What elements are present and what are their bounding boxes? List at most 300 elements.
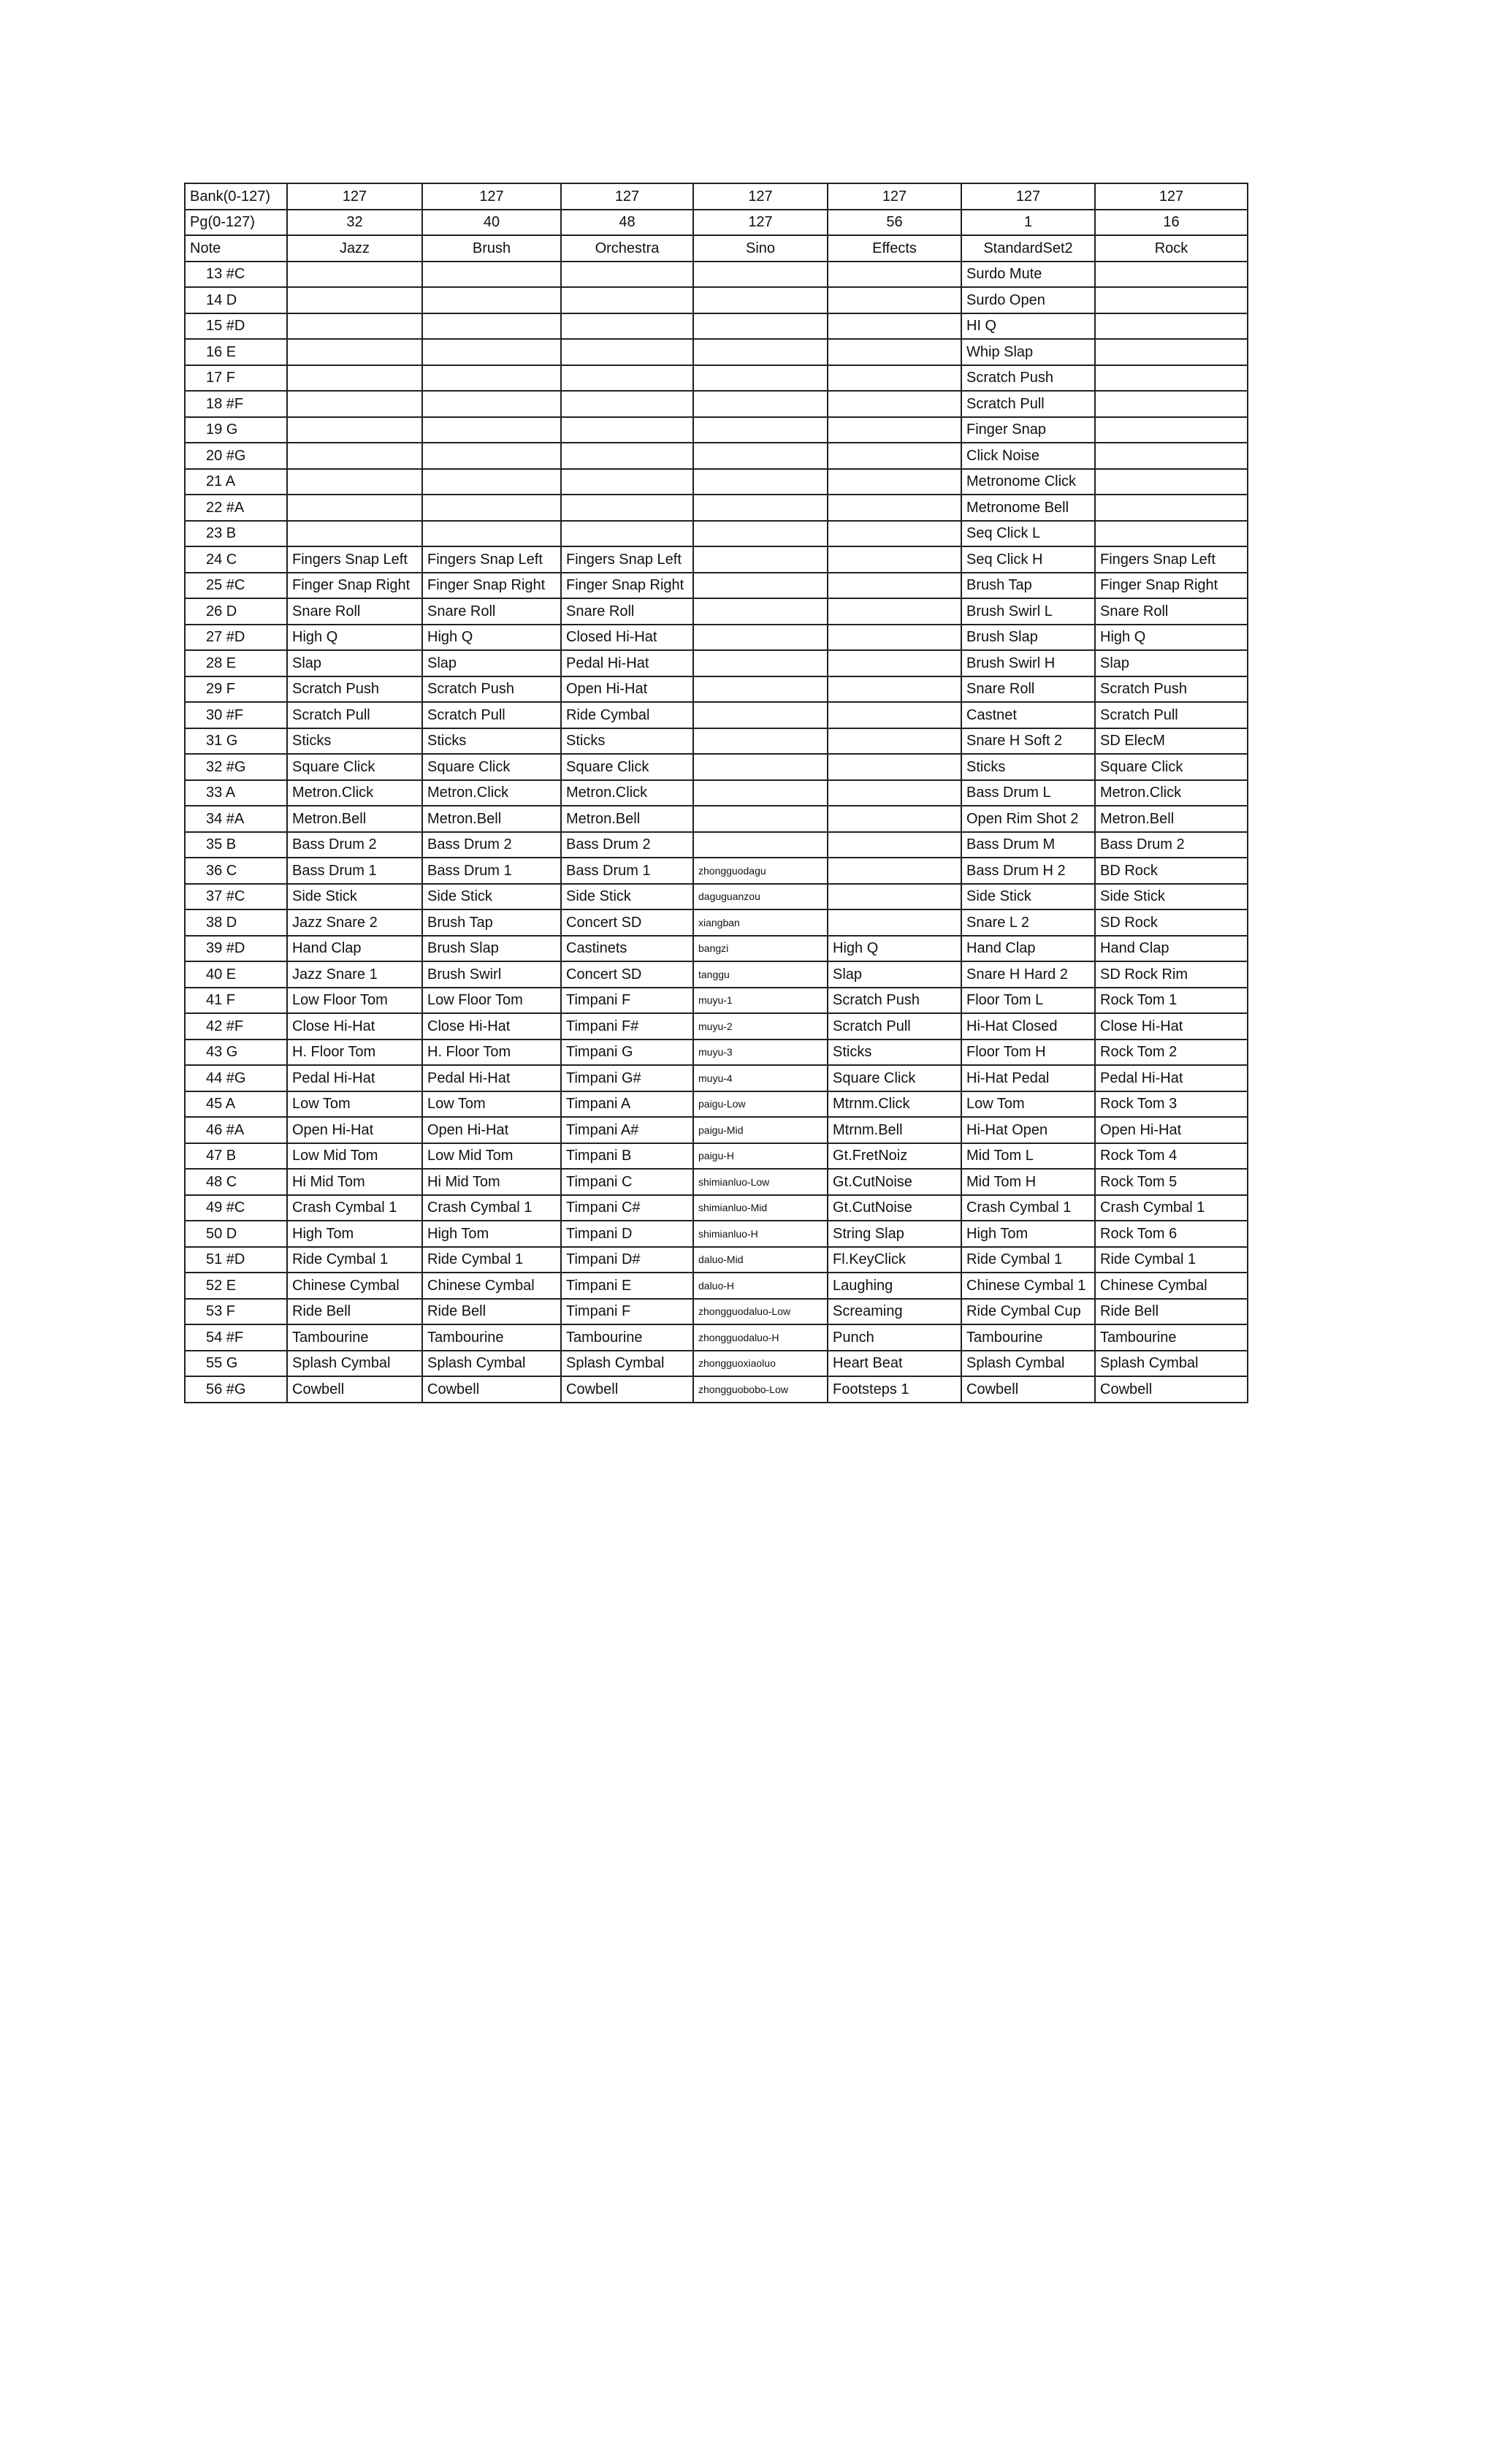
note-cell: 39 #D [185,936,287,962]
instrument-cell: Chinese Cymbal 1 [961,1273,1095,1299]
instrument-cell: Scratch Push [828,988,961,1014]
instrument-cell: Low Mid Tom [287,1143,422,1170]
instrument-cell: Bass Drum 2 [287,832,422,858]
instrument-cell: Crash Cymbal 1 [961,1195,1095,1221]
table-row [185,806,1248,832]
note-cell: 18 #F [185,391,287,417]
instrument-cell: Hand Clap [287,936,422,962]
note-cell: 15 #D [185,313,287,340]
instrument-cell [1095,262,1248,288]
note-cell: 13 #C [185,262,287,288]
instrument-cell [693,495,828,521]
instrument-cell: Ride Cymbal Cup [961,1299,1095,1325]
instrument-cell: Bass Drum 1 [561,858,693,884]
instrument-cell: H. Floor Tom [422,1040,561,1066]
header-value-cell: 127 [561,183,693,210]
instrument-cell [287,495,422,521]
instrument-cell: Timpani C [561,1169,693,1195]
instrument-cell [828,702,961,728]
instrument-cell: Side Stick [1095,884,1248,910]
instrument-cell [422,495,561,521]
instrument-cell [287,287,422,313]
instrument-cell: Low Tom [287,1091,422,1118]
instrument-cell [287,417,422,443]
instrument-cell: Low Tom [422,1091,561,1118]
instrument-cell: High Tom [287,1221,422,1247]
note-cell: 41 F [185,988,287,1014]
instrument-cell: Surdo Open [961,287,1095,313]
instrument-cell: Tambourine [961,1324,1095,1351]
instrument-cell [561,391,693,417]
header-value-cell: Sino [693,235,828,262]
instrument-cell: Castinets [561,936,693,962]
instrument-cell: Pedal Hi-Hat [422,1065,561,1091]
note-cell: 19 G [185,417,287,443]
instrument-cell: Pedal Hi-Hat [561,650,693,676]
instrument-cell: Scratch Push [287,676,422,703]
instrument-cell: zhongguodagu [693,858,828,884]
table-row [185,832,1248,858]
header-value-cell: 48 [561,210,693,236]
instrument-cell: Fingers Snap Left [422,546,561,573]
instrument-cell: Closed Hi-Hat [561,625,693,651]
instrument-cell [422,521,561,547]
header-value-cell: Effects [828,235,961,262]
table-row [185,780,1248,806]
instrument-cell: Metronome Bell [961,495,1095,521]
instrument-cell: Jazz Snare 2 [287,909,422,936]
instrument-cell: Side Stick [561,884,693,910]
instrument-cell: Screaming [828,1299,961,1325]
instrument-cell: Square Click [422,754,561,780]
instrument-cell: Laughing [828,1273,961,1299]
instrument-cell: Low Floor Tom [287,988,422,1014]
table-row [185,443,1248,469]
instrument-cell: Gt.FretNoiz [828,1143,961,1170]
instrument-cell: Open Rim Shot 2 [961,806,1095,832]
instrument-cell: Chinese Cymbal [1095,1273,1248,1299]
table-row [185,1273,1248,1299]
instrument-cell: Rock Tom 2 [1095,1040,1248,1066]
table-row [185,391,1248,417]
instrument-cell [828,650,961,676]
instrument-cell [828,262,961,288]
instrument-cell: Ride Bell [287,1299,422,1325]
instrument-cell [561,495,693,521]
instrument-cell: Side Stick [422,884,561,910]
note-cell: 52 E [185,1273,287,1299]
instrument-cell: Tambourine [561,1324,693,1351]
instrument-cell: zhongguodaluo-Low [693,1299,828,1325]
instrument-cell: Punch [828,1324,961,1351]
note-cell: 22 #A [185,495,287,521]
instrument-cell: Metron.Bell [422,806,561,832]
instrument-cell: Tambourine [287,1324,422,1351]
instrument-cell: Fingers Snap Left [1095,546,1248,573]
instrument-cell [561,313,693,340]
instrument-cell [287,443,422,469]
instrument-cell: Bass Drum 2 [422,832,561,858]
instrument-cell: Snare Roll [287,598,422,625]
instrument-cell [828,909,961,936]
header-value-cell: 40 [422,210,561,236]
instrument-cell: Open Hi-Hat [561,676,693,703]
instrument-cell: Fl.KeyClick [828,1247,961,1273]
instrument-cell: Hi Mid Tom [422,1169,561,1195]
instrument-cell: Timpani G# [561,1065,693,1091]
instrument-cell [828,391,961,417]
note-cell: 20 #G [185,443,287,469]
instrument-cell: Ride Cymbal 1 [422,1247,561,1273]
instrument-cell: Ride Cymbal 1 [1095,1247,1248,1273]
instrument-cell [828,469,961,495]
note-cell: 56 #G [185,1376,287,1403]
note-cell: 23 B [185,521,287,547]
table-row [185,495,1248,521]
instrument-cell [287,391,422,417]
instrument-cell [693,650,828,676]
table-row [185,650,1248,676]
instrument-cell: Metron.Click [1095,780,1248,806]
instrument-cell [828,443,961,469]
instrument-cell: Bass Drum 2 [561,832,693,858]
instrument-cell: Snare Roll [422,598,561,625]
instrument-cell [828,754,961,780]
instrument-cell [693,313,828,340]
instrument-cell: Cowbell [287,1376,422,1403]
table-row [185,469,1248,495]
instrument-cell [1095,391,1248,417]
table-row [185,1091,1248,1118]
table-row [185,1117,1248,1143]
table-row [185,1143,1248,1170]
instrument-cell: Chinese Cymbal [287,1273,422,1299]
instrument-cell: Rock Tom 1 [1095,988,1248,1014]
instrument-cell: High Tom [961,1221,1095,1247]
instrument-cell [422,469,561,495]
instrument-cell: Snare H Hard 2 [961,961,1095,988]
instrument-cell: Splash Cymbal [1095,1351,1248,1377]
note-cell: 40 E [185,961,287,988]
table-body [185,183,1248,1403]
note-cell: 47 B [185,1143,287,1170]
instrument-cell: Bass Drum H 2 [961,858,1095,884]
instrument-cell [693,780,828,806]
instrument-cell [287,469,422,495]
note-cell: 26 D [185,598,287,625]
table-row [185,1221,1248,1247]
table-row [185,961,1248,988]
instrument-cell: shimianluo-H [693,1221,828,1247]
instrument-cell: Scratch Push [1095,676,1248,703]
table-row [185,1324,1248,1351]
instrument-cell: Metron.Click [422,780,561,806]
instrument-cell [828,287,961,313]
drum-kit-table [184,183,1248,1403]
instrument-cell [287,339,422,365]
instrument-cell: Timpani F [561,988,693,1014]
instrument-cell: Slap [1095,650,1248,676]
instrument-cell: Concert SD [561,909,693,936]
instrument-cell [422,313,561,340]
program-row [185,210,1248,236]
instrument-cell [693,417,828,443]
instrument-cell: Slap [828,961,961,988]
instrument-cell [828,832,961,858]
header-value-cell: Jazz [287,235,422,262]
instrument-cell: Sticks [287,728,422,755]
instrument-cell: Ride Cymbal 1 [961,1247,1095,1273]
instrument-cell: Low Mid Tom [422,1143,561,1170]
instrument-cell: Brush Slap [422,936,561,962]
instrument-cell: Timpani C# [561,1195,693,1221]
instrument-cell [828,884,961,910]
instrument-cell: High Q [287,625,422,651]
note-cell: 51 #D [185,1247,287,1273]
instrument-cell: Seq Click H [961,546,1095,573]
instrument-cell [828,546,961,573]
instrument-cell [693,262,828,288]
instrument-cell [828,573,961,599]
instrument-cell [561,417,693,443]
instrument-cell: Timpani E [561,1273,693,1299]
instrument-cell: Timpani A# [561,1117,693,1143]
instrument-cell: muyu-2 [693,1013,828,1040]
instrument-cell: Slap [422,650,561,676]
instrument-cell: Finger Snap Right [561,573,693,599]
instrument-cell: String Slap [828,1221,961,1247]
instrument-cell: Bass Drum L [961,780,1095,806]
instrument-cell: Scratch Pull [287,702,422,728]
instrument-cell: Click Noise [961,443,1095,469]
note-cell: 38 D [185,909,287,936]
note-cell: 46 #A [185,1117,287,1143]
instrument-cell: Pedal Hi-Hat [1095,1065,1248,1091]
instrument-cell: Timpani D# [561,1247,693,1273]
instrument-cell: Hand Clap [961,936,1095,962]
instrument-cell: Hi-Hat Open [961,1117,1095,1143]
instrument-cell [561,469,693,495]
instrument-cell: High Tom [422,1221,561,1247]
instrument-cell: shimianluo-Low [693,1169,828,1195]
instrument-cell [828,365,961,392]
table-row [185,573,1248,599]
instrument-cell: Low Tom [961,1091,1095,1118]
instrument-cell [828,417,961,443]
instrument-cell [693,521,828,547]
instrument-cell: Snare L 2 [961,909,1095,936]
instrument-cell: Chinese Cymbal [422,1273,561,1299]
instrument-cell: Metron.Click [287,780,422,806]
instrument-cell [1095,521,1248,547]
header-value-cell: 56 [828,210,961,236]
instrument-cell: Finger Snap Right [287,573,422,599]
instrument-cell [693,469,828,495]
instrument-cell: zhongguoxiaoluo [693,1351,828,1377]
instrument-cell: shimianluo-Mid [693,1195,828,1221]
instrument-cell: High Q [422,625,561,651]
table-row [185,676,1248,703]
instrument-cell: Snare Roll [961,676,1095,703]
header-value-cell: 127 [961,183,1095,210]
instrument-cell: Fingers Snap Left [561,546,693,573]
instrument-cell: daluo-Mid [693,1247,828,1273]
instrument-cell: daluo-H [693,1273,828,1299]
instrument-cell: paigu-H [693,1143,828,1170]
instrument-cell [1095,495,1248,521]
instrument-cell: Metron.Bell [287,806,422,832]
instrument-cell [422,287,561,313]
table-row [185,884,1248,910]
instrument-cell: Jazz Snare 1 [287,961,422,988]
kit-name-row [185,235,1248,262]
instrument-cell: Open Hi-Hat [422,1117,561,1143]
instrument-cell: Square Click [287,754,422,780]
instrument-cell: BD Rock [1095,858,1248,884]
instrument-cell [422,365,561,392]
instrument-cell: Bass Drum M [961,832,1095,858]
note-cell: 16 E [185,339,287,365]
instrument-cell: Splash Cymbal [422,1351,561,1377]
table-row [185,521,1248,547]
instrument-cell: tanggu [693,961,828,988]
instrument-cell: SD ElecM [1095,728,1248,755]
instrument-cell: muyu-1 [693,988,828,1014]
instrument-cell: Tambourine [1095,1324,1248,1351]
instrument-cell: Square Click [1095,754,1248,780]
instrument-cell: Ride Bell [1095,1299,1248,1325]
header-label-cell: Note [185,235,287,262]
instrument-cell [561,287,693,313]
instrument-cell: Brush Tap [961,573,1095,599]
table-row [185,1065,1248,1091]
instrument-cell [828,728,961,755]
instrument-cell: Mtrnm.Click [828,1091,961,1118]
instrument-cell: Rock Tom 4 [1095,1143,1248,1170]
instrument-cell: Finger Snap Right [422,573,561,599]
instrument-cell: Brush Swirl [422,961,561,988]
instrument-cell: Bass Drum 2 [1095,832,1248,858]
instrument-cell: Cowbell [561,1376,693,1403]
instrument-cell: Surdo Mute [961,262,1095,288]
table-row [185,339,1248,365]
instrument-cell [287,313,422,340]
instrument-cell [422,391,561,417]
instrument-cell [422,339,561,365]
instrument-cell: High Q [828,936,961,962]
instrument-cell: Square Click [828,1065,961,1091]
instrument-cell: zhongguobobo-Low [693,1376,828,1403]
bank-row [185,183,1248,210]
instrument-cell [422,262,561,288]
instrument-cell: Crash Cymbal 1 [287,1195,422,1221]
instrument-cell: Rock Tom 5 [1095,1169,1248,1195]
note-cell: 35 B [185,832,287,858]
note-cell: 36 C [185,858,287,884]
table-row [185,858,1248,884]
header-value-cell: 16 [1095,210,1248,236]
note-cell: 31 G [185,728,287,755]
header-value-cell: 127 [422,183,561,210]
instrument-cell: Snare Roll [1095,598,1248,625]
instrument-cell [287,521,422,547]
instrument-cell: Brush Swirl L [961,598,1095,625]
instrument-cell: Metron.Click [561,780,693,806]
header-value-cell: 127 [828,183,961,210]
instrument-cell: Hi Mid Tom [287,1169,422,1195]
header-value-cell: 127 [693,210,828,236]
instrument-cell: Square Click [561,754,693,780]
note-cell: 50 D [185,1221,287,1247]
instrument-cell: Fingers Snap Left [287,546,422,573]
instrument-cell [828,676,961,703]
instrument-cell: Snare Roll [561,598,693,625]
instrument-cell: daguguanzou [693,884,828,910]
instrument-cell: Cowbell [961,1376,1095,1403]
note-cell: 55 G [185,1351,287,1377]
header-value-cell: 1 [961,210,1095,236]
instrument-cell: Side Stick [287,884,422,910]
instrument-cell [1095,443,1248,469]
instrument-cell: Scratch Pull [1095,702,1248,728]
instrument-cell: Scratch Push [422,676,561,703]
table-row [185,1376,1248,1403]
instrument-cell: Castnet [961,702,1095,728]
instrument-cell: Sticks [828,1040,961,1066]
instrument-cell: Brush Slap [961,625,1095,651]
instrument-cell [828,495,961,521]
instrument-cell: Scratch Pull [961,391,1095,417]
note-cell: 17 F [185,365,287,392]
table-row [185,909,1248,936]
note-cell: 25 #C [185,573,287,599]
instrument-cell [1095,313,1248,340]
instrument-cell: Timpani F [561,1299,693,1325]
instrument-cell: Low Floor Tom [422,988,561,1014]
instrument-cell [693,625,828,651]
instrument-cell [693,754,828,780]
instrument-cell: Slap [287,650,422,676]
note-cell: 28 E [185,650,287,676]
instrument-cell: Crash Cymbal 1 [1095,1195,1248,1221]
instrument-cell: Scratch Pull [422,702,561,728]
instrument-cell [828,780,961,806]
table-row [185,365,1248,392]
table-row [185,988,1248,1014]
note-cell: 45 A [185,1091,287,1118]
table-row [185,313,1248,340]
instrument-cell [287,262,422,288]
table-row [185,1040,1248,1066]
instrument-cell: Finger Snap [961,417,1095,443]
note-cell: 24 C [185,546,287,573]
instrument-cell: Cowbell [422,1376,561,1403]
header-value-cell: StandardSet2 [961,235,1095,262]
instrument-cell: Metron.Bell [1095,806,1248,832]
table-row [185,598,1248,625]
instrument-cell [828,521,961,547]
instrument-cell: Hi-Hat Pedal [961,1065,1095,1091]
instrument-cell: Metronome Click [961,469,1095,495]
instrument-cell: Timpani B [561,1143,693,1170]
note-cell: 21 A [185,469,287,495]
table-row [185,1299,1248,1325]
instrument-cell: paigu-Low [693,1091,828,1118]
table-row [185,702,1248,728]
instrument-cell [561,262,693,288]
instrument-cell: Concert SD [561,961,693,988]
instrument-cell: Ride Cymbal 1 [287,1247,422,1273]
